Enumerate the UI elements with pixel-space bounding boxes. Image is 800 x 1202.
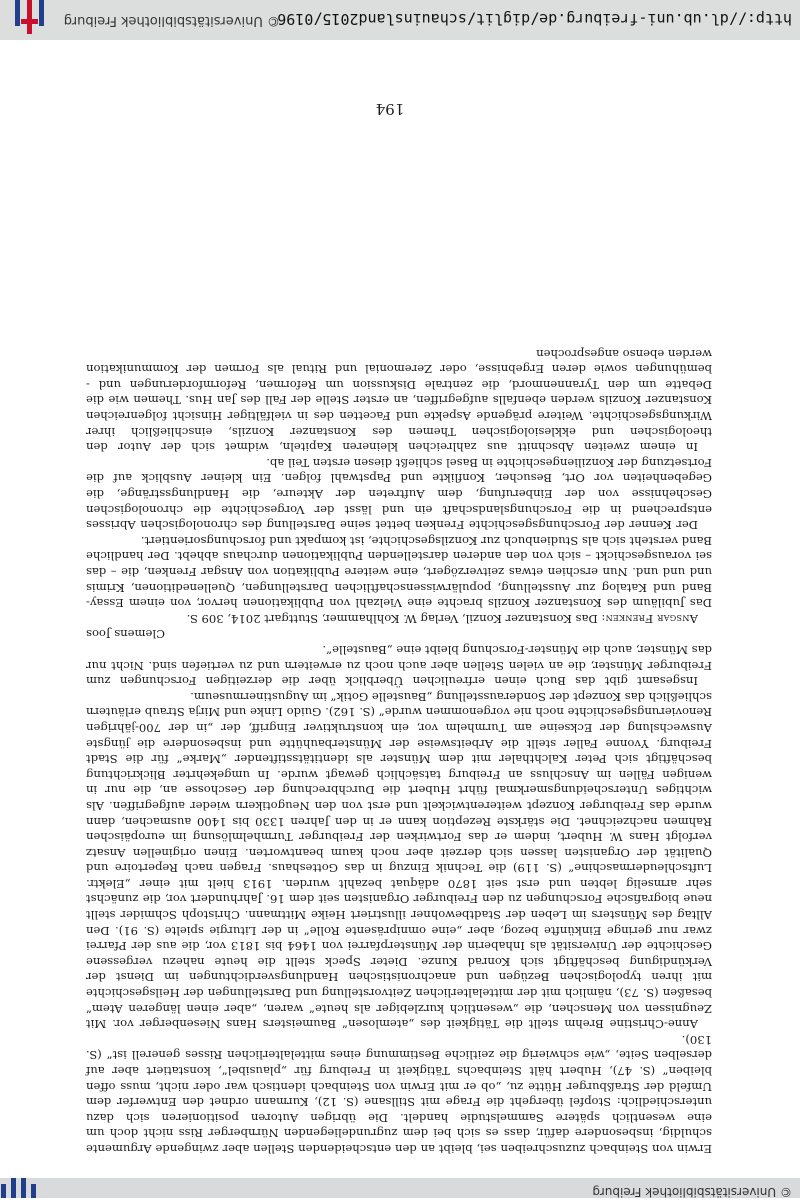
review2-paragraph: In einem zweiten Abschnitt aus zahlreichen kleineren Kapiteln, widmet sich der Autor den theologischen und ekklesiologischen Themen des Konstanzer Konzils, einschließlich ihrer Wirkungsgeschichte. Weitere prägende Aspekte und Facetten des in vielfältiger Hinsicht folgenreichen Konstanzer Konzils werden ebenfalls aufgegriffen, an erster Stelle der Fall des Jan Hus. Themen wie die Debatte um den Tyrannenmord, die zentrale Diskussion um Reformen, Reformforderungen und -bemühungen sowie deren Ergebnisse, oder Zeremonial und Ritual als Formen der Kommunikation werden ebenso angesprochen	[86, 346, 712, 455]
top-banner	[0, 1178, 800, 1198]
review2-paragraph: Das Jubiläum des Konstanzer Konzils brachte eine Vielzahl von Publikationen hervor, von einem Essay-Band und Katalog zur Ausstellung, populärwissenschaftlichen Darstellungen, Quelleneditionen, Krimis und und und. Nun erschien etwas zeitverzögert, eine weitere Publikation von Ansgar Frenken, die – das sei vorausgeschickt – sich von den anderen darstellenden Publikationen durchaus abhebt. Der handliche Band versteht sich als Studienbuch zur Konzilsgeschichte, ist kompakt und forschungsorientiert.	[86, 533, 712, 611]
university-logo-icon	[6, 0, 52, 34]
logo-blue-bar	[15, 0, 20, 26]
review1-paragraph: Insgesamt gibt das Buch einen erfreulichen Überblick über die derzeitigen Forschungen zum Freiburger Münster, die an vielen Stellen aber auch noch zu erweitern und zu vertiefen sind. Nicht nur das Münster, auch die Münster-Forschung bleibt eine „Baustelle“.	[86, 643, 712, 689]
review1-paragraph: Anne-Christine Brehm stellt die Tätigkeit des „atemlosen“ Baumeisters Hans Niesenberger vor. Mit Zeugnissen von Menschen, die „wesentlich kurzlebiger als heute“ waren, „aber einen längeren Atem“ besaßen (S. 73), nämlich mit der mittelalterlichen Zeitvorstellung und Darstellungen der Heilsgeschichte mit ihren typologischen Bezügen und anachronistischen Handlungsverdichtungen im Dienst der Verkündigung beschäftigt sich Konrad Kunze. Dieter Speck stellt die heute nahezu vergessene Geschichte der Universität als Inhaberin der Münsterpfarrei von 1464 bis 1813 vor, die aus der Pfarrei zwar nur geringe Einkünfte bezog, aber „eine omnipräsente Rolle“ in der Liturgie spielte (S. 91). Den Alltag des Münsters im Leben der Stadtbewohner illustriert Heike Mittmann. Christoph Schmider stellt neue biografische Forschungen zu den Freiburger Organisten seit dem 16. Jahrhundert vor, die zunächst sehr armselig lebten und erst seit 1870 adäquat bezahlt wurden. 1913 hielt mit einer „Elektr. Luftschleudermaschine“ (S. 119) die Technik Einzug in das Gotteshaus. Fragen nach Repertoire und Qualität der Organisten lassen sich derzeit aber noch kaum beantworten. Einen originellen Ansatz verfolgt Hans W. Hubert, indem er das Fortwirken der Freiburger Turmhelmlösung im europäischen Rahmen nachzeichnet. Die stärkste Rezeption kann er in den Jahren 1330 bis 1400 ausmachen, dann wurde das Freiburger Konzept weiterentwickelt und erst von den Neugotikern wieder aufgegriffen. Als wichtiges Unterscheidungsmerkmal führt Hubert die Durchbrechung der Geschosse an, die nur in wenigen Fällen im Anschluss an Freiburg tatsächlich gewagt wurde. In umgekehrter Blickrichtung beschäftigt sich Peter Kalchthaler mit dem Münster als identitätsstiftender „Marke“ für die Stadt Freiburg. Yvonne Faller stellt die Arbeitsweise der Münsterbauhütte und insbesondere die jüngste Auswechslung der Eckseine am Turmhelm vor, ein konstruktiver Eingriff, der „in der 700-jährigen Renovierungsgeschichte noch nie vorgenommen wurde“ (S. 162). Guido Linke und Mirja Straub erläutern schließlich das Konzept der Sonderausstellung „Baustelle Gotik“ im Augustinermuseum.	[86, 689, 712, 1032]
logo-red-crossbar	[21, 19, 38, 24]
page-body-text	[86, 345, 712, 1156]
logo-red-bar	[27, 0, 32, 34]
logo-blue-bar	[39, 0, 44, 26]
bottom-banner	[0, 0, 800, 40]
library-logo-icon	[0, 1178, 42, 1198]
source-url-link[interactable]: http://dl.ub.uni-freiburg.de/diglit/schauinsland2015/0196	[277, 10, 792, 28]
review2-author: Ansgar Frenken	[605, 611, 698, 626]
review2-paragraph: Der Kenner der Forschungsgeschichte Frenken bettet seine Darstellung des chronologischen Abrisses entsprechend in die Forschungslandschaft ein und lässt der Vorgeschichte die chronologischen Geschehnisse von der Einberufung, dem Auftreten der Akteure, die Handlungsstränge, die Gegebenheiten vor Ort, Besucher, Konflikte und Papstwahl folgen. Ein kleiner Ausblick auf die Fortsetzung der Konziliengeschichte in Basel schließt diesen ersten Teil ab.	[86, 455, 712, 533]
review2-heading	[86, 610, 712, 626]
review2-citation: : Das Konstanzer Konzil, Verlag W. Kohlhammer, Stuttgart 2014, 309 S.	[186, 611, 606, 626]
reviewer-signature: Clemens Joos	[86, 627, 165, 642]
review1-paragraph: Erwin von Steinbach zuzuschreiben sei, bleibt an den entscheidenden Stellen aber zwingende Argumente schuldig, insbesondere dafür, dass es sich bei dem zugrundeliegenden Nürnberger Riss nicht doch um eine wesentlich spätere Sammelstudie handelt. Die übrigen Autoren positionieren sich dazu unterschiedlich: Stopfel übergeht die Frage mit Stillsane (S. 12), Kurmann ordnet den Entwerfer dem Umfeld der Straßburger Hütte zu, „ob er mit Erwin von Steinbach identisch war oder nicht, muss offen bleiben“ (S. 47), Hubert hält Steinbachs Tätigkeit in Freiburg für „plausibel“, konstatiert aber auf derselben Seite, „wie schwierig die zeitliche Bestimmung eines mittelalterlichen Risses generell ist“ (S. 130).	[86, 1032, 712, 1156]
copyright-text: © Universitätsbibliothek Freiburg	[592, 1185, 792, 1199]
page-number: 194	[375, 100, 405, 118]
library-credit: © Universitätsbibliothek Freiburg	[63, 13, 280, 28]
